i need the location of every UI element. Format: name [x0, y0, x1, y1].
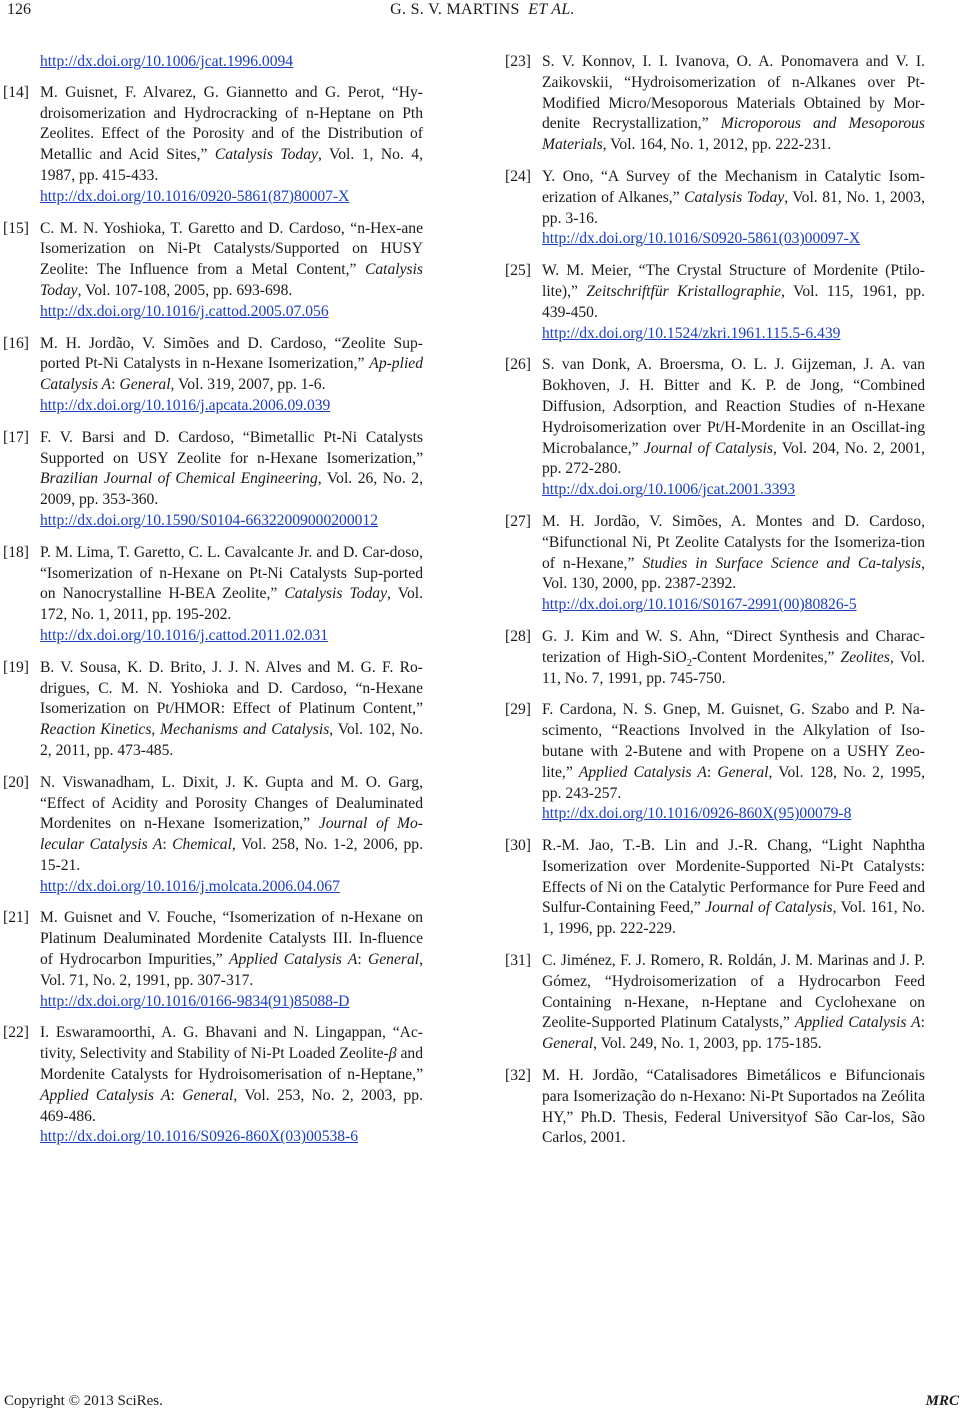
reference-doi-link[interactable]: http://dx.doi.org/10.1016/j.cattod.2011.02.031: [40, 626, 329, 644]
left-reference-list: [3, 83, 423, 1148]
reference-item: [505, 167, 925, 250]
reference-doi-link[interactable]: http://dx.doi.org/10.1016/S0167-2991(00)80826-5: [542, 596, 857, 614]
reference-number: [24]: [505, 167, 531, 185]
reference-text: S. van Donk, A. Broersma, O. L. J. Gijzeman, J. A. van Bokhoven, J. H. Bitter and K. P. de Jong, “Combined Diffusion, Adsorption, and Reaction Studies of n-Hexane Hydroisomerization over Pt/H-Mordenite in an Oscillat-ing Microbalance,” Journal of Catalysis, Vol. 204, No. 2, 2001, pp. 272-280.: [542, 356, 925, 478]
right-column: [505, 52, 925, 1160]
reference-number: [16]: [3, 334, 29, 352]
running-head-authors: G. S. V. MARTINS: [390, 1, 520, 18]
reference-number: [23]: [505, 53, 531, 70]
reference-number: [17]: [3, 428, 29, 446]
reference-text: F. V. Barsi and D. Cardoso, “Bimetallic Pt-Ni Catalysts Supported on USY Zeolite for n-Hexane Isomerization,” Brazilian Journal of Chemical Engineering, Vol. 26, No. 2, 2009, pp. 353-360.: [40, 428, 423, 509]
reference-text: M. H. Jordão, V. Simões, A. Montes and D. Cardoso, “Bifunctional Ni, Pt Zeolite Catalysts for the Isomeriza-tion of n-Hexane,” Studies in Surface Science and Ca-talysis, Vol. 130, 2000, pp. 2387-2392.: [542, 512, 925, 593]
reference-number: [31]: [505, 952, 531, 970]
reference-number: [26]: [505, 356, 531, 374]
reference-item: [3, 83, 423, 208]
reference-doi-link[interactable]: http://dx.doi.org/10.1016/0166-9834(91)85088-D: [40, 992, 350, 1010]
running-head: [0, 1, 965, 19]
reference-number: [19]: [3, 658, 29, 676]
reference-text: G. J. Kim and W. S. Ahn, “Direct Synthesis and Charac-terization of High-SiO$_2$-Content Mordenites,” Zeolites, Vol. 11, No. 7, 1991, pp. 745-750.: [542, 627, 925, 687]
reference-number: [32]: [505, 1067, 531, 1085]
reference-number: [28]: [505, 627, 531, 645]
reference-text: I. Eswaramoorthi, A. G. Bhavani and N. Lingappan, “Ac-tivity, Selectivity and Stability of Ni-Pt Loaded Zeolite-β and Mordenite Catalysts for Hydroisomerisation of n-Heptane,” Applied Catalysis A: General, Vol. 253, No. 2, 2003, pp. 469-486.: [40, 1024, 423, 1125]
reference-doi-link[interactable]: http://dx.doi.org/10.1016/0926-860X(95)00079-8: [542, 805, 852, 823]
left-column: [3, 52, 423, 1159]
footer-copyright: Copyright © 2013 SciRes.: [4, 1393, 163, 1409]
reference-text: C. M. N. Yoshioka, T. Garetto and D. Cardoso, “n-Hex-ane Isomerization on Ni-Pt Catalysts/Supported on HUSY Zeolite: The Influence from a Metal Content,” Catalysis Today, Vol. 107-108, 2005, pp. 693-698.: [40, 219, 423, 299]
page-number: 126: [7, 1, 31, 18]
running-head-et-al: ET AL.: [528, 1, 575, 18]
reference-number: [29]: [505, 701, 531, 719]
reference-number: [20]: [3, 773, 29, 791]
reference-number: [15]: [3, 219, 29, 237]
reference-doi-link[interactable]: http://dx.doi.org/10.1016/0920-5861(87)80007-X: [40, 187, 350, 205]
reference-item: [505, 627, 925, 689]
reference-text: B. V. Sousa, K. D. Brito, J. J. N. Alves and M. G. F. Ro-drigues, C. M. N. Yoshioka and D. Cardoso, “n-Hexane Isomerization on Pt/HMOR: Effect of Platinum Content,” Reaction Kinetics, Mechanisms and Catalysis, Vol. 102, No. 2, 2011, pp. 473-485.: [40, 658, 423, 759]
reference-item: [3, 1023, 423, 1148]
reference-doi-link[interactable]: http://dx.doi.org/10.1016/j.apcata.2006.09.039: [40, 396, 331, 414]
reference-item: [505, 355, 925, 501]
reference-number: [27]: [505, 512, 531, 530]
reference-item: [505, 951, 925, 1055]
reference-text: M. Guisnet, F. Alvarez, G. Giannetto and G. Perot, “Hy-droisomerization and Hydrocracking of n-Heptane on Pth Zeolites. Effect of the Porosity and of the Distribution of Metallic and Acid Sites,” Catalysis Today, Vol. 1, No. 4, 1987, pp. 415-433.: [40, 83, 423, 184]
continued-reference: [3, 52, 423, 73]
reference-number: [14]: [3, 83, 29, 101]
reference-doi-link[interactable]: http://dx.doi.org/10.1590/S0104-66322009000200012: [40, 511, 379, 529]
reference-text: N. Viswanadham, L. Dixit, J. K. Gupta and M. O. Garg, “Effect of Acidity and Porosity Changes of Dealuminated Mordenites on n-Hexane Isomerization,” Journal of Mo-lecular Catalysis A: Chemical, Vol. 258, No. 1-2, 2006, pp. 15-21.: [40, 773, 423, 874]
reference-number: [18]: [3, 543, 29, 561]
reference-item: [3, 543, 423, 647]
reference-doi-link[interactable]: http://dx.doi.org/10.1016/j.molcata.2006.04.067: [40, 877, 340, 895]
reference-doi-link[interactable]: http://dx.doi.org/10.1006/jcat.2001.3393: [542, 481, 796, 499]
reference-item: [3, 219, 423, 323]
reference-text: W. M. Meier, “The Crystal Structure of Mordenite (Ptilo-lite),” Zeitschriftfür Kristallographie, Vol. 115, 1961, pp. 439-450.: [542, 262, 925, 321]
reference-item: [505, 261, 925, 344]
reference-item: [505, 512, 925, 616]
reference-text: C. Jiménez, F. J. Romero, R. Roldán, J. M. Marinas and J. P. Gómez, “Hydroisomerization of a Hydrocarbon Feed Containing n-Hexane, n-Heptane and Cyclohexane on Zeolite-Supported Platinum Catalysts,” Applied Catalysis A: General, Vol. 249, No. 1, 2003, pp. 175-185.: [542, 952, 926, 1053]
reference-item: [3, 428, 423, 532]
reference-item: [3, 658, 423, 762]
reference-doi-link[interactable]: http://dx.doi.org/10.1016/j.cattod.2005.07.056: [40, 302, 329, 320]
right-reference-list: [505, 52, 925, 1149]
reference-text: S. V. Konnov, I. I. Ivanova, O. A. Ponomavera and V. I. Zaikovskii, “Hydroisomerization of n-Alkanes over Pt-Modified Micro/Mesoporous Materials Obtained by Mor-denite Recrystallization,” Microporous and Mesoporous Materials, Vol. 164, No. 1, 2012, pp. 222-231.: [542, 53, 925, 154]
reference-text: M. H. Jordão, “Catalisadores Bimetálicos e Bifuncionais para Isomerização do n-Hexano: Ni-Pt Suportados na Zeólita HY,” Ph.D. Thesis, Federal Universityof São Car-los, São Carlos, 2001.: [542, 1067, 925, 1147]
reference-text: F. Cardona, N. S. Gnep, M. Guisnet, G. Szabo and P. Na-scimento, “Reactions Involved in the Alkylation of Iso-butane with 2-Butene and with Propene on a USHY Zeo-lite,” Applied Catalysis A: General, Vol. 128, No. 2, 1995, pp. 243-257.: [542, 701, 925, 802]
reference-item: [3, 908, 423, 1012]
reference-doi-link[interactable]: http://dx.doi.org/10.1016/S0920-5861(03)00097-X: [542, 230, 861, 248]
reference-item: [3, 773, 423, 898]
reference-number: [25]: [505, 262, 531, 280]
reference-item: [3, 334, 423, 417]
reference-number: [30]: [505, 837, 531, 855]
reference-item: [505, 52, 925, 156]
reference-number: [22]: [3, 1024, 29, 1042]
reference-text: M. Guisnet and V. Fouche, “Isomerization of n-Hexane on Platinum Dealuminated Mordenite Catalysts III. In-fluence of Hydrocarbon Impurities,” Applied Catalysis A: General, Vol. 71, No. 2, 1991, pp. 307-317.: [40, 909, 424, 989]
reference-text: P. M. Lima, T. Garetto, C. L. Cavalcante Jr. and D. Car-doso, “Isomerization of n-Hexane on Pt-Ni Catalysts Sup-ported on Nanocrystalline H-BEA Zeolite,” Catalysis Today, Vol. 172, No. 1, 2011, pp. 195-202.: [40, 543, 423, 624]
reference-text: R.-M. Jao, T.-B. Lin and J.-R. Chang, “Light Naphtha Isomerization over Mordenite-Supported Ni-Pt Catalysts: Effects of Ni on the Catalytic Performance for Pure Feed and Sulfur-Containing Feed,” Journal of Catalysis, Vol. 161, No. 1, 1996, pp. 222-229.: [542, 837, 925, 938]
reference-item: [505, 836, 925, 940]
reference-item: [505, 700, 925, 825]
reference-doi-link[interactable]: http://dx.doi.org/10.1016/S0926-860X(03)00538-6: [40, 1128, 359, 1146]
footer-journal: MRC: [925, 1393, 959, 1409]
reference-doi-link[interactable]: http://dx.doi.org/10.1524/zkri.1961.115.5-6.439: [542, 324, 841, 342]
reference-doi-link[interactable]: http://dx.doi.org/10.1006/jcat.1996.0094: [40, 53, 294, 70]
reference-text: Y. Ono, “A Survey of the Mechanism in Catalytic Isom-erization of Alkanes,” Catalysis Today, Vol. 81, No. 1, 2003, pp. 3-16.: [542, 167, 925, 227]
reference-number: [21]: [3, 909, 29, 927]
reference-item: [505, 1066, 925, 1149]
reference-text: M. H. Jordão, V. Simões and D. Cardoso, “Zeolite Sup-ported Pt-Ni Catalysts in n-Hexane Isomerization,” Ap-plied Catalysis A: General, Vol. 319, 2007, pp. 1-6.: [40, 334, 423, 394]
